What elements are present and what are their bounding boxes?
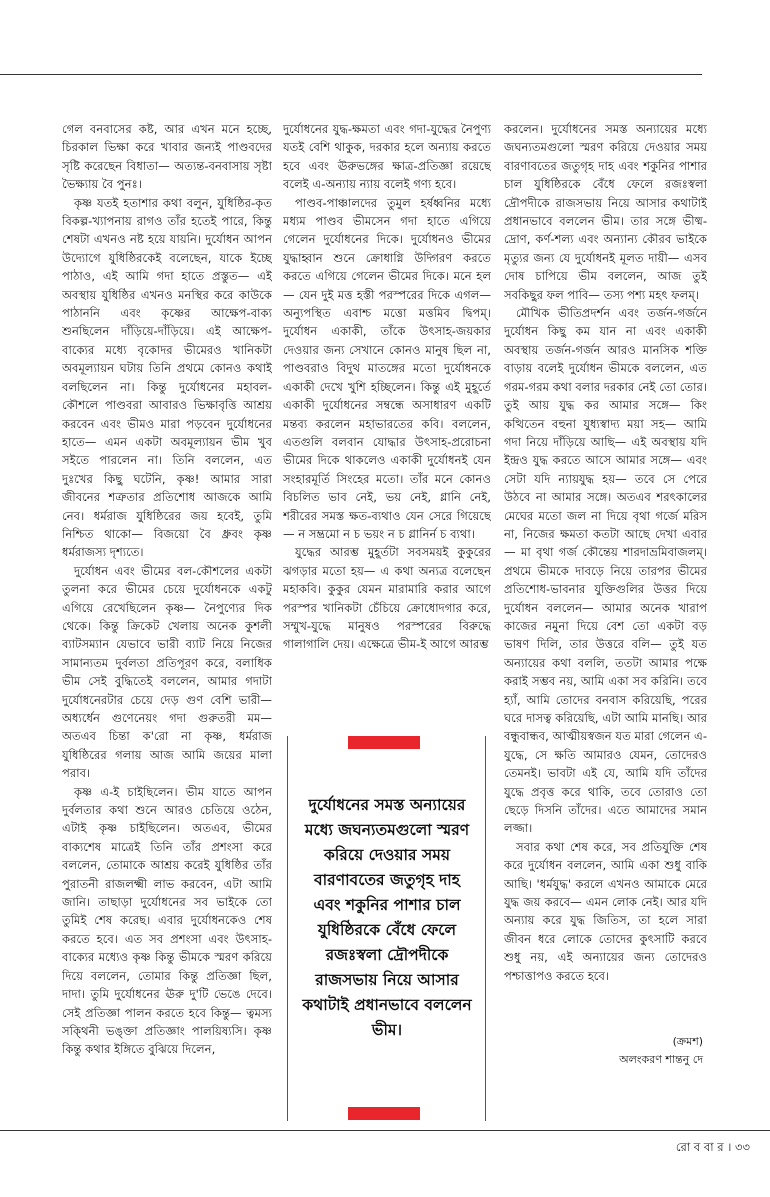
page-footer [560, 1139, 750, 1158]
paragraph: সবার কথা শেষ করে, সব প্রতিযুক্তি শেষ করে দুর্যোধন বললেন, আমি একা শুধু বাকি আছি। 'ধর্মযুদ্ধ' করলে এখনও আমাকে মেরে যুদ্ধ জয় করবে— এমন লোক নেই। আর যদি অন্যায় করে যুদ্ধ জিতিস, তা হলে সারা জীবন ধরে লোকে তোদের কুৎসাটি করবে শুধু নয়, এই অন্যায়ের জন্য তোদেরও পশ্চাত্তাপও করতে হবে। [504, 839, 707, 983]
article-credits [504, 1033, 707, 1069]
paragraph: যুদ্ধের আরম্ভ মুহূর্তটা সবসময়ই কুকুরের ঝগড়ার মতো হয়— এ কথা অন্যত্র বলেছেন মহাকবি। কুকুর যেমন মারামারি করার আগে পরস্পর খানিকটা চেঁচিয়ে ক্রোধোদগার করে, সম্মুখ-যুদ্ধে মানুষও পরস্পরের বিরুদ্ধে গালাগালি দেয়। এক্ষেত্রে ভীম-ই আগে আরম্ভ [283, 545, 491, 652]
pull-quote-text: দুর্যোধনের সমস্ত অন্যায়ের মধ্যে জঘন্যতমগুলো স্মরণ করিয়ে দেওয়ার সময় বারণাবতের জতুগৃহ দাহ এবং শকুনির পাশার চাল যুধিষ্ঠিরকে বেঁধে ফেলে রজঃস্বলা দ্রৌপদীকে রাজসভায় নিয়ে আসার কথাটাই প্রধানভাবে বললেন ভীম। [302, 795, 472, 1039]
illustration-credit: অলংকরণ শান্তনু দে [619, 1053, 703, 1066]
article-column-2 [283, 120, 491, 695]
article-column-1 [62, 120, 272, 1120]
magazine-name: রো ব বা র [675, 1140, 724, 1154]
paragraph: গেল বনবাসের কষ্ট, আর এখন মনে হচ্ছে, চিরকাল ভিক্ষা করে খাবার জন্যই পাণ্ডবদের সৃষ্টি করেছেন বিধাতা— অত্যন্ত-বনবাসায় সৃষ্টা ভৈক্ষ্যায় বৈ পুনঃ। [62, 122, 272, 192]
pull-quote-box [287, 736, 486, 1121]
to-be-continued: (ক্রমশ) [672, 1035, 703, 1048]
paragraph: কৃষ্ণ এ-ই চাইছিলেন। ভীম যাতে আপন দুর্বলতার কথা শুনে আরও চেতিয়ে ওঠেন, এটাই কৃষ্ণ চাইছিলেন। অতএব, ভীমের বাক্যশেষ মাত্রেই তিনি তাঁর প্রশংসা করে বললেন, তোমাকে আশ্রয় করেই যুধিষ্ঠির তাঁর পুরাতনী রাজলক্ষ্মী লাভ করবেন, এটা আমি জানি। তাছাড়া দুর্যোধনের সব ভাইকে তো তুমিই শেষ করেছ। এবার দুর্যোধনকেও শেষ করতে হবে। এত সব প্রশংসা এবং উৎসাহ-বাক্যের মধ্যেও কৃষ্ণ কিন্তু ভীমকে স্মরণ করিয়ে দিয়ে বললেন, তোমার কিন্তু প্রতিজ্ঞা ছিল, দাদা। তুমি দুর্যোধনের ঊরু দু'টি ভেঙে দেবে। সেই প্রতিজ্ঞা পালন করতে হবে কিন্তু— ত্বমস্য সক্থিনী ভঙ্ক্তা প্রতিজ্ঞাং পালয়িষ্যসি। কৃষ্ণ কিন্তু কথার ইঙ্গিতে বুঝিয়ে দিলেন, [62, 784, 272, 1057]
page-number: ৩৩ [735, 1140, 750, 1154]
paragraph: দুর্যোধন এবং ভীমের বল-কৌশলের একটা তুলনা করে ভীমের চেয়ে দুর্যোধনকে একটু এগিয়ে রেখেছিলেন কৃষ্ণ— নৈপুণ্যের দিক থেকে। কিন্তু ক্রিকেট খেলায় অনেক কুশলী ব্যাটসম্যান যেভাবে ভারী ব্যাট নিয়ে নিজের সামান্যতম দুর্বলতা প্রতিপূরণ করে, বলাধিক ভীম সেই বুদ্ধিতেই বললেন, আমার গদাটা দুর্যোধনেরটার চেয়ে দেড় গুণ বেশি ভারী— অধ্যর্ধেন গুণেনেয়ং গদা গুরুতরী মম— অতএব চিন্তা ক'রো না কৃষ্ণ, ধর্মরাজ যুধিষ্ঠিরের গলায় আজ আমি জয়ের মালা পরাব। [62, 563, 272, 781]
paragraph: মৌখিক ভীতিপ্রদর্শন এবং তর্জন-গর্জনে দুর্যোধন কিছু কম যান না এবং একাকী অবস্থায় তর্জন-গর্জন আরও মানসিক শক্তি বাড়ায় বলেই দুর্যোধন ভীমকে বললেন, এত গরম-গরম কথা বলার দরকার নেই তো তোর। তুই আয় যুদ্ধ কর আমার সঙ্গে— কিং কত্থিতেন বহুনা যুধ্যস্বাদ্য ময়া সহ— আমি গদা নিয়ে দাঁড়িয়ে আছি— এই অবস্থায় যদি ইন্দ্রও যুদ্ধ করতে আসে আমার সঙ্গে— এবং সেটা যদি ন্যায়যুদ্ধ হয়— তবে সে পেরে উঠবে না আমার সঙ্গে। অতএব শরৎকালের মেঘের মতো জল না দিয়ে বৃথা গর্জে মরিস না, নিজের ক্ষমতা কতটা আছে দেখা এবার— মা বৃথা গর্জ কৌন্তেয় শারদাভ্রমিবাজলম্। প্রথমে ভীমকে দাবড়ে নিয়ে তারপর ভীমের প্রতিশোধ-ভাবনার যুক্তিগুলির উত্তর দিয়ে দুর্যোধন বললেন— আমার অনেক খারাপ কাজের নমুনা দিয়ে বেশ তো একটা বড় ভাষণ দিলি, তার উত্তরে বলি— তুই যত অন্যায়ের কথা বললি, ততটা আমার পক্ষে করাই সম্ভব নয়, আমি একা সব করিনি। তবে হ্যাঁ, আমি তোদের বনবাস করিয়েছি, পরের ঘরে দাসত্ব করিয়েছি, এটা আমি মানছি। আর বন্ধুবান্ধব, আত্মীয়স্বজন যত মারা গেলেন এ-যুদ্ধে, সে ক্ষতি আমারও যেমন, তোদেরও তেমনই। ভাবটা এই যে, আমি যদি তাঁদের যুদ্ধে প্রবৃত্ত করে থাকি, তবে তোরাও তো ছেড়ে দিসনি তাঁদের। এতে আমাদের সমান লজ্জা। [504, 306, 707, 836]
article-column-3 [504, 120, 707, 1120]
top-rule [0, 74, 702, 75]
pull-quote-top-bar [348, 736, 420, 749]
folio-separator: । [727, 1140, 732, 1154]
paragraph: কৃষ্ণ যতই হতাশার কথা বলুন, যুধিষ্ঠির-কৃত বিকল্প-খ্যাপনায় রাগও তাঁর হতেই পারে, কিন্তু শেষটা এখনও নষ্ট হয়ে যায়নি। দুর্যোধন আপন উদ্যোগে যুধিষ্ঠিরকেই বলেছেন, যাকে ইচ্ছে পাঠাও, এই আমি গদা হাতে প্রস্তুত— এই অবস্থায় যুধিষ্ঠির এখনও মনস্থির করে কাউকে পাঠাননি এবং কৃষ্ণের আক্ষেপ-বাক্য শুনছিলেন দাঁড়িয়ে-দাঁড়িয়ে। এই আক্ষেপ-বাক্যের মধ্যে বৃকোদর ভীমেরও খানিকটা অবমূল্যায়ন ঘটায় তিনি প্রথমে কোনও কথাই বলছিলেন না। কিন্তু দুর্যোধনের মহাবল-কৌশলে পাণ্ডবরা আবারও ভিক্ষাবৃত্তি আশ্রয় করবেন এবং ভীমও মারা পড়বেন দুর্যোধনের হাতে— এমন একটা অবমূল্যায়ন ভীম খুব সইতে পারলেন না। তিনি বললেন, এত দুঃখের কিছু ঘটেনি, কৃষ্ণ! আমার সারা জীবনের শত্রুতার প্রতিশোধ আজকে আমি নেব। ধর্মরাজ যুধিষ্ঠিরের জয় হবেই, তুমি নিশ্চিত থাকো— বিজয়ো বৈ ধ্রুবং কৃষ্ণ ধর্মরাজস্য দৃশ্যতে। [62, 195, 272, 560]
bottom-rule [0, 1130, 770, 1131]
paragraph: দুর্যোধনের যুদ্ধ-ক্ষমতা এবং গদা-যুদ্ধের নৈপুণ্য যতই বেশি থাকুক, দরকার হলে অন্যায় করতে হবে এবং ঊরুভঙ্গের ক্ষাত্র-প্রতিজ্ঞা রয়েছে বলেই এ-অন্যায় ন্যায় বলেই গণ্য হবে। [283, 122, 491, 192]
pull-quote-bottom-bar [348, 1107, 420, 1120]
paragraph: পাণ্ডব-পাঞ্চালদের তুমুল হর্ষধ্বনির মধ্যে মধ্যম পাণ্ডব ভীমসেন গদা হাতে এগিয়ে গেলেন দুর্যোধনের দিকে। দুর্যোধনও ভীমের যুদ্ধাহ্বান শুনে ক্রোধাগ্নি উদ্গিরণ করতে করতে এগিয়ে গেলেন ভীমের দিকে। মনে হল— যেন দুই মত্ত হস্তী পরস্পরের দিকে এগল— অন্যুপস্থিত এবাশ্চ মত্তো মত্তমিব দ্বিপম্। দুর্যোধন একাকী, তাঁকে উৎসাহ-জয়কার দেওয়ার জন্য সেখানে কোনও মানুষ ছিল না, পাণ্ডবরাও বিদুথ মাতঙ্গের মতো দুর্যোধনকে একাকী দেখে খুশি হচ্ছিলেন। কিন্তু এই মুহূর্তে একাকী দুর্যোধনের সম্বন্ধে অসাধারণ একটি মন্তব্য করলেন মহাভারতের কবি। বললেন, এতগুলি বলবান যোদ্ধার উৎসাহ-প্ররোচনা ভীমের দিকে থাকলেও একাকী দুর্যোধনই যেন সংহারমূর্তি সিংহের মতো। তাঁর মনে কোনও বিচলিত ভাব নেই, ভয় নেই, গ্লানি নেই, শরীরের সমস্ত ক্ষত-ব্যথাও যেন সেরে গিয়েছে— ন সম্ভ্রমো ন চ ভয়ং ন চ গ্লানির্ন চ ব্যথা। [283, 195, 491, 541]
paragraph: করলেন। দুর্যোধনের সমস্ত অন্যায়ের মধ্যে জঘন্যতমগুলো স্মরণ করিয়ে দেওয়ার সময় বারণাবতের জতুগৃহ দাহ এবং শকুনির পাশার চাল যুধিষ্ঠিরকে বেঁধে ফেলে রজঃস্বলা দ্রৌপদীকে রাজসভায় নিয়ে আসার কথাটাই প্রধানভাবে বললেন ভীম। তার সঙ্গে ভীষ্ম-দ্রোণ, কর্ণ-শল্য এবং অন্যান্য কৌরব ভাইকে মৃত্যুর জন্য যে দুর্যোধনই মূলত দায়ী— এসব দোষ চাপিয়ে ভীম বললেন, আজ তুই সবকিছুর ফল পাবি— তস্য পশ্য মহৎ ফলম্। [504, 122, 707, 302]
